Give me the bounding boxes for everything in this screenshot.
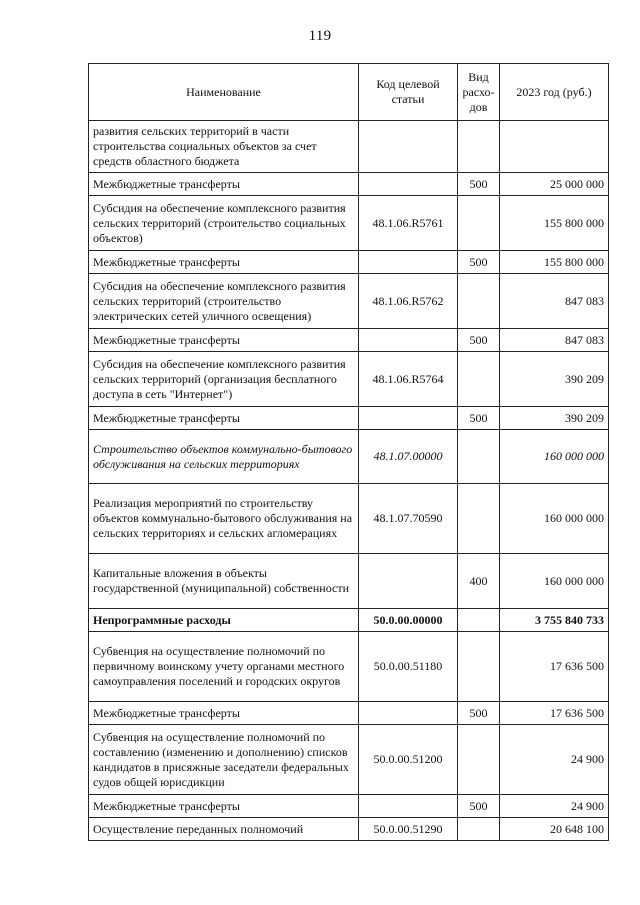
code-cell: 48.1.06.R5764 [359,352,458,407]
code-cell [359,121,458,173]
type-cell: 500 [458,702,500,725]
type-cell [458,196,500,251]
code-cell [359,554,458,609]
table-row [89,795,609,818]
type-cell: 500 [458,173,500,196]
amount-cell: 160 000 000 [500,484,609,554]
table-row [89,430,609,484]
table-row [89,725,609,795]
name-cell: Субсидия на обеспечение комплексного развития сельских территорий (строительство электрических сетей уличного освещения) [89,274,359,329]
type-cell [458,121,500,173]
budget-table [88,63,609,841]
table-row [89,329,609,352]
amount-cell: 25 000 000 [500,173,609,196]
code-cell [359,795,458,818]
amount-cell: 155 800 000 [500,251,609,274]
code-cell [359,251,458,274]
name-cell: Субвенция на осуществление полномочий по первичному воинскому учету органами местного самоуправления поселений и городских округов [89,632,359,702]
code-cell [359,702,458,725]
amount-cell: 155 800 000 [500,196,609,251]
table-row [89,818,609,841]
type-cell [458,352,500,407]
name-cell: Межбюджетные трансферты [89,795,359,818]
amount-cell: 24 900 [500,795,609,818]
code-cell [359,329,458,352]
amount-cell: 17 636 500 [500,632,609,702]
name-cell: Реализация мероприятий по строительству объектов коммунально-бытового обслуживания на сельских территориях и сельских агломерациях [89,484,359,554]
name-cell: Строительство объектов коммунально-бытового обслуживания на сельских территориях [89,430,359,484]
amount-cell: 847 083 [500,329,609,352]
type-cell [458,818,500,841]
table-row [89,274,609,329]
type-cell: 500 [458,329,500,352]
code-cell: 48.1.07.70590 [359,484,458,554]
header-amount: 2023 год (руб.) [500,64,609,121]
amount-cell: 390 209 [500,352,609,407]
name-cell: развития сельских территорий в части строительства социальных объектов за счет средств областного бюджета [89,121,359,173]
amount-cell: 160 000 000 [500,554,609,609]
table-row [89,196,609,251]
header-code: Код целевой статьи [359,64,458,121]
amount-cell: 17 636 500 [500,702,609,725]
table-row [89,407,609,430]
table-row [89,173,609,196]
type-cell [458,484,500,554]
amount-cell: 160 000 000 [500,430,609,484]
table-row [89,251,609,274]
type-cell: 500 [458,795,500,818]
type-cell [458,609,500,632]
table-row [89,702,609,725]
code-cell: 50.0.00.51200 [359,725,458,795]
table-row [89,352,609,407]
table-row [89,121,609,173]
type-cell [458,632,500,702]
amount-cell: 24 900 [500,725,609,795]
type-cell [458,274,500,329]
name-cell: Межбюджетные трансферты [89,329,359,352]
name-cell: Межбюджетные трансферты [89,702,359,725]
code-cell [359,407,458,430]
table-row [89,609,609,632]
name-cell: Субвенция на осуществление полномочий по составлению (изменению и дополнению) списков кандидатов в присяжные заседатели федеральных судов общей юрисдикции [89,725,359,795]
header-name: Наименование [89,64,359,121]
code-cell: 50.0.00.00000 [359,609,458,632]
code-cell: 48.1.06.R5761 [359,196,458,251]
amount-cell: 20 648 100 [500,818,609,841]
code-cell [359,173,458,196]
table-header-row [89,64,609,121]
header-type: Вид расхо-дов [458,64,500,121]
page-number: 119 [308,28,332,44]
amount-cell: 3 755 840 733 [500,609,609,632]
table-row [89,632,609,702]
code-cell: 48.1.06.R5762 [359,274,458,329]
code-cell: 48.1.07.00000 [359,430,458,484]
name-cell: Капитальные вложения в объекты государственной (муниципальной) собственности [89,554,359,609]
table-row [89,554,609,609]
amount-cell [500,121,609,173]
name-cell: Межбюджетные трансферты [89,173,359,196]
type-cell: 500 [458,251,500,274]
name-cell: Межбюджетные трансферты [89,251,359,274]
code-cell: 50.0.00.51290 [359,818,458,841]
amount-cell: 390 209 [500,407,609,430]
amount-cell: 847 083 [500,274,609,329]
name-cell: Осуществление переданных полномочий [89,818,359,841]
code-cell: 50.0.00.51180 [359,632,458,702]
name-cell: Субсидия на обеспечение комплексного развития сельских территорий (строительство социальных объектов) [89,196,359,251]
type-cell [458,725,500,795]
type-cell: 500 [458,407,500,430]
type-cell [458,430,500,484]
name-cell: Субсидия на обеспечение комплексного развития сельских территорий (организация бесплатного доступа в сеть "Интернет") [89,352,359,407]
name-cell: Непрограммные расходы [89,609,359,632]
table-row [89,484,609,554]
type-cell: 400 [458,554,500,609]
name-cell: Межбюджетные трансферты [89,407,359,430]
